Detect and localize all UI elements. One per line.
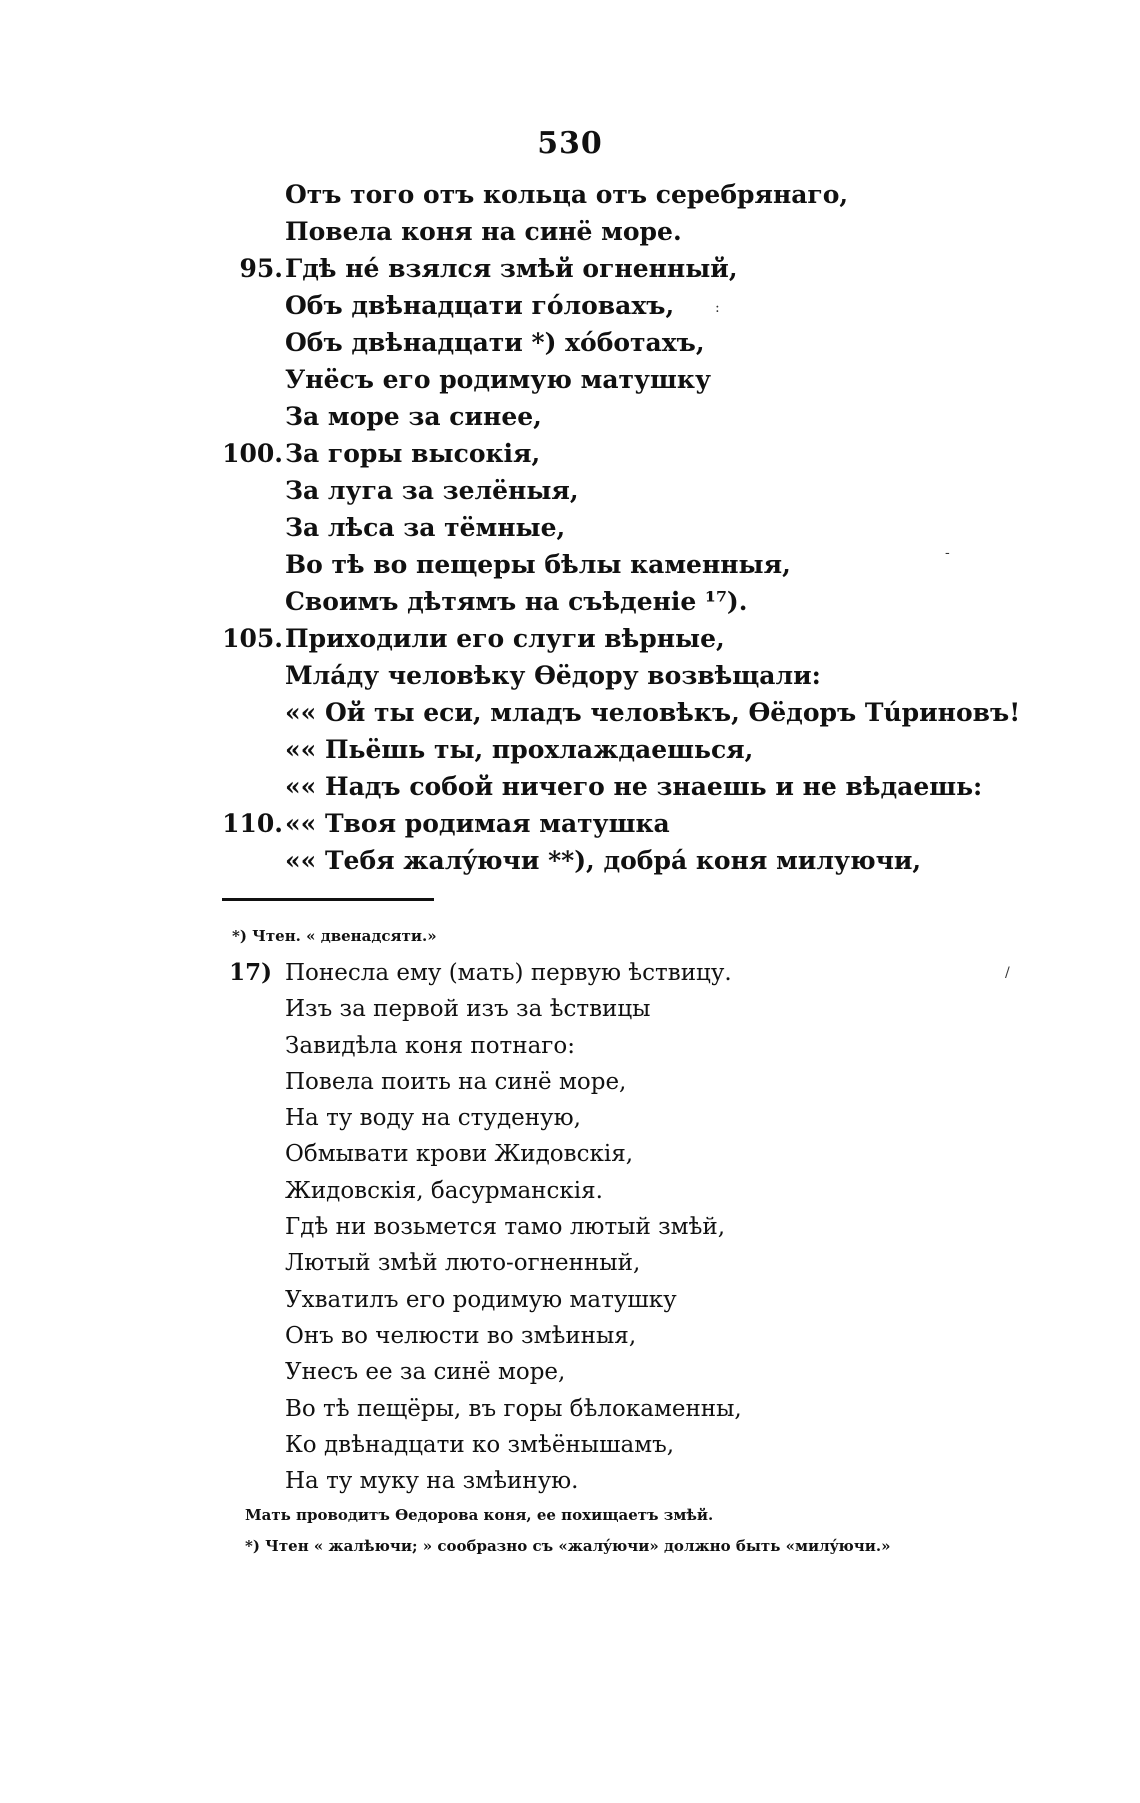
footnote-number: 17) bbox=[229, 959, 272, 986]
footnote-line bbox=[0, 1064, 1140, 1100]
verse-line bbox=[0, 398, 1140, 435]
footnote-text: Повела поить на синё море, bbox=[285, 1068, 627, 1095]
line-text: «« Надъ собой ничего не знаешь и не вѣдаешь: bbox=[285, 772, 983, 801]
verse-block bbox=[0, 176, 1140, 879]
verse-line bbox=[0, 361, 1140, 398]
footnote-line bbox=[0, 1354, 1140, 1390]
footnote-line bbox=[0, 1173, 1140, 1209]
line-text: За море за синее, bbox=[285, 402, 542, 431]
footnote-line bbox=[0, 1136, 1140, 1172]
footnote-text: Изъ за первой изъ за ѣствицы bbox=[285, 996, 651, 1023]
footnote-line bbox=[0, 1463, 1140, 1499]
line-number: 100. bbox=[222, 439, 283, 468]
page-number: 530 bbox=[537, 126, 603, 161]
footnote-text: Понесла ему (мать) первую ѣствицу. bbox=[285, 960, 732, 986]
verse-line bbox=[0, 287, 1140, 324]
verse-line bbox=[0, 805, 1140, 842]
verse-line bbox=[0, 657, 1140, 694]
footnote-summary: Мать проводитъ Өедорова коня, ее похищаетъ змѣй. bbox=[245, 1506, 714, 1524]
line-text: Во тѣ во пещеры бѣлы каменныя, bbox=[285, 550, 791, 579]
line-text: «« Тебя жалýючи **), добрá коня милуючи, bbox=[285, 846, 922, 875]
line-text: Своимъ дѣтямъ на съѣденіе ¹⁷). bbox=[285, 587, 748, 616]
print-speck: / bbox=[1005, 965, 1010, 981]
footnote-star-first: *) Чтен. « двенадсяти.» bbox=[232, 927, 437, 945]
line-text: «« Ой ты еси, младъ человѣкъ, Өёдоръ Тúриновъ! bbox=[285, 698, 1021, 727]
verse-line bbox=[0, 213, 1140, 250]
footnote-text: Обмывати крови Жидовскія, bbox=[285, 1141, 634, 1168]
footnote-text: Во тѣ пещёры, въ горы бѣлокаменны, bbox=[285, 1395, 742, 1422]
line-text: Гдѣ нé взялся змѣй огненный, bbox=[285, 254, 738, 283]
line-text: За луга за зелёныя, bbox=[285, 476, 579, 505]
footnote-line bbox=[0, 1100, 1140, 1136]
footnote-line bbox=[0, 1245, 1140, 1281]
footnote-line bbox=[0, 1209, 1140, 1245]
footnote-line bbox=[0, 1282, 1140, 1318]
footnote-text: На ту муку на змѣиную. bbox=[285, 1468, 579, 1495]
line-text: Приходили его слуги вѣрные, bbox=[285, 624, 725, 653]
print-speck: - bbox=[945, 545, 950, 561]
footnote-line bbox=[0, 1028, 1140, 1064]
footnote-text: Лютый змѣй люто-огненный, bbox=[285, 1250, 641, 1277]
line-text: Унёсъ его родимую матушку bbox=[285, 365, 711, 394]
footnote-text: Онъ во челюсти во змѣиныя, bbox=[285, 1322, 637, 1349]
footnote-text: Гдѣ ни возьмется тамо лютый змѣй, bbox=[285, 1214, 726, 1241]
verse-line bbox=[0, 731, 1140, 768]
line-number: 110. bbox=[222, 809, 283, 838]
footnote-divider bbox=[222, 898, 434, 901]
verse-line bbox=[0, 546, 1140, 583]
line-number: 95. bbox=[239, 254, 283, 283]
footnote-text: На ту воду на студеную, bbox=[285, 1105, 581, 1132]
line-text: Мла́ду человѣку Өёдору возвѣщали: bbox=[285, 661, 821, 690]
line-text: «« Пьёшь ты, прохлаждаешься, bbox=[285, 735, 754, 764]
footnote-17-block bbox=[0, 955, 1140, 1499]
footnote-line bbox=[0, 1427, 1140, 1463]
verse-line bbox=[0, 620, 1140, 657]
footnote-text: Ухватилъ его родимую матушку bbox=[285, 1286, 677, 1313]
verse-line bbox=[0, 694, 1140, 731]
footnote-text: Жидовскія, басурманскія. bbox=[285, 1177, 603, 1204]
verse-line bbox=[0, 472, 1140, 509]
verse-line bbox=[0, 250, 1140, 287]
footnote-text: Ко двѣнадцати ко змѣёнышамъ, bbox=[285, 1431, 675, 1458]
line-text: Объ двѣнадцати *) хóботахъ, bbox=[285, 328, 705, 357]
footnote-text: Завидѣла коня потнаго: bbox=[285, 1032, 575, 1059]
line-text: Объ двѣнадцати гóловахъ, bbox=[285, 291, 675, 320]
verse-line bbox=[0, 435, 1140, 472]
line-text: «« Твоя родимая матушка bbox=[285, 809, 670, 838]
footnote-star-last: *) Чтен « жалѣючи; » сообразно съ «жалýючи» должно быть «милýючи.» bbox=[245, 1537, 891, 1555]
verse-line bbox=[0, 176, 1140, 213]
print-speck: : bbox=[715, 300, 720, 316]
verse-line bbox=[0, 842, 1140, 879]
line-text: За лѣса за тёмные, bbox=[285, 513, 566, 542]
line-text: За горы высокія, bbox=[285, 439, 541, 468]
line-number: 105. bbox=[222, 624, 283, 653]
line-text: Повела коня на синё море. bbox=[285, 217, 682, 246]
footnote-line bbox=[0, 955, 1140, 991]
line-text: Отъ того отъ кольца отъ серебрянаго, bbox=[285, 180, 849, 209]
verse-line bbox=[0, 324, 1140, 361]
footnote-line bbox=[0, 991, 1140, 1027]
footnote-line bbox=[0, 1391, 1140, 1427]
verse-line bbox=[0, 583, 1140, 620]
verse-line bbox=[0, 768, 1140, 805]
footnote-line bbox=[0, 1318, 1140, 1354]
verse-line bbox=[0, 509, 1140, 546]
footnote-text: Унесъ ее за синё море, bbox=[285, 1359, 566, 1386]
